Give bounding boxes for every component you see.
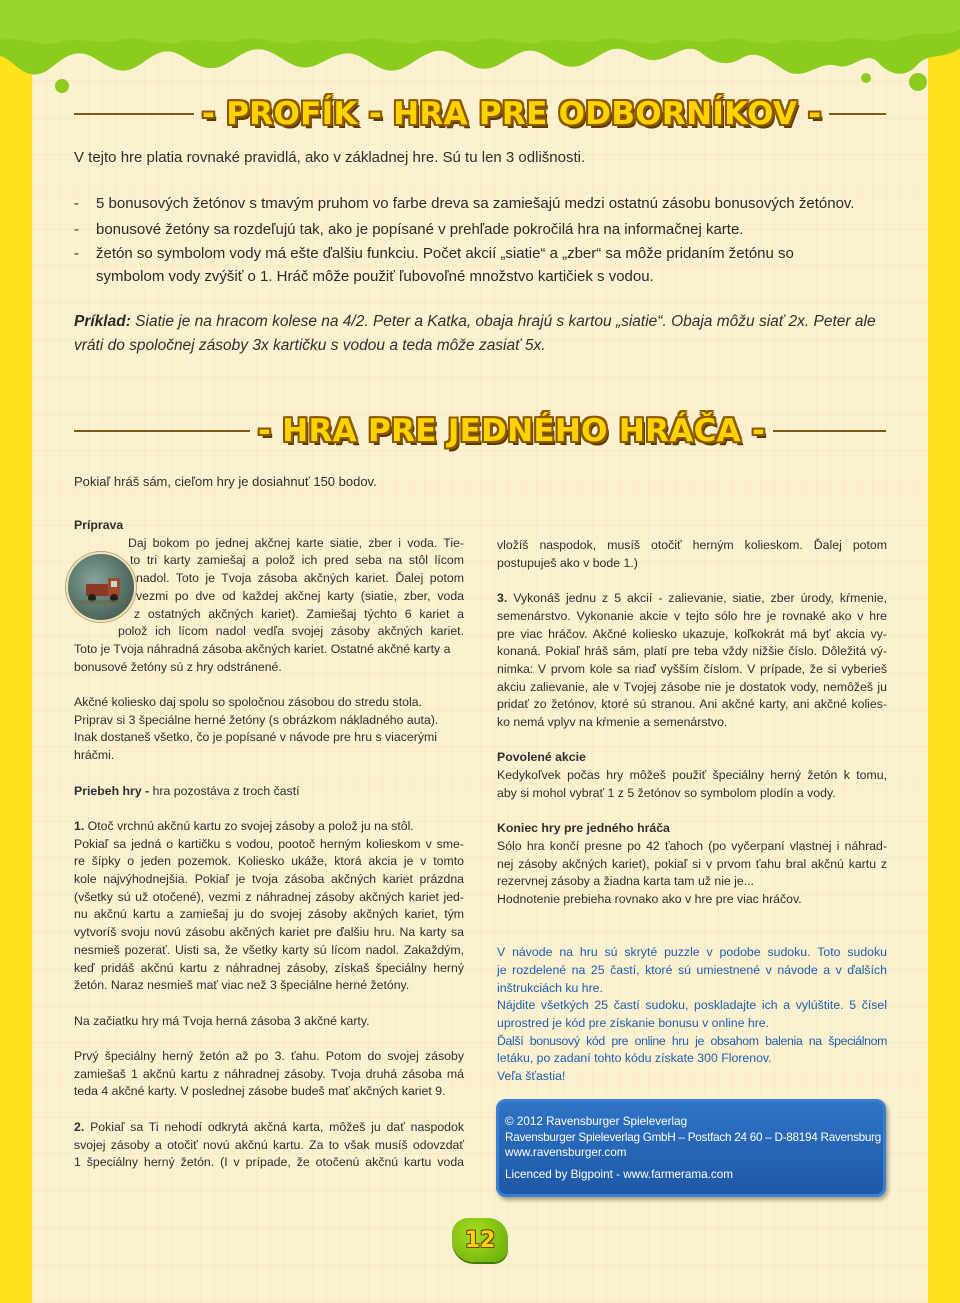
text-line: nej zásoby akčných kariet), pokiaľ si v prvom ťahu bral akčnú kartu z xyxy=(497,856,887,871)
text-line: konaná. Pokiaľ hráš sám, platí pre teba vždy nižšie číslo. Dôležitá vý- xyxy=(497,644,887,659)
profik-intro: V tejto hre platia rovnaké pravidlá, ako v základnej hre. Sú tu len 3 odlišnosti. xyxy=(74,149,586,166)
blue-text-line: Veľa šťastia! xyxy=(497,1069,566,1084)
text-line: zamiešaš 1 akčnú kartu z náhradnej zásoby. Tvoja druhá zásoba má xyxy=(74,1066,464,1081)
spacer xyxy=(74,800,464,818)
text-line: postupuješ ako v bode 1.) xyxy=(497,555,638,570)
example-label: Príklad: xyxy=(74,313,131,330)
text-line: rezervnej zásoby a žiadna karta tam už nie je... xyxy=(497,874,754,889)
text-line: hráčmi. xyxy=(74,748,115,763)
text-line: pre viac hráčov. Akčné koliesko ukazuje, koľkokrát má byť akcia vy- xyxy=(497,626,887,641)
text-line: keď pridáš akčnú kartu z náhradnej zásoby, získaš špeciálny herný xyxy=(74,960,464,975)
text-line: bonusové žetóny sú z hry odstránené. xyxy=(74,659,282,674)
right-column xyxy=(497,537,887,1086)
blue-text-line: Ďalší bonusový kód pre online hru je obsahom balenia na špeciálnom xyxy=(497,1033,887,1048)
licence-text: Licenced by Bigpoint - www.farmerama.com xyxy=(505,1168,733,1181)
spacer xyxy=(497,732,887,750)
example-line: Siatie je na hracom kolese na 4/2. Peter a Katka, obaja hrajú s kartou „siatie“. Obaja môžu siať 2x. Peter ale xyxy=(130,313,876,330)
heading-priprava: Príprava xyxy=(74,518,124,532)
bullet-dash: - xyxy=(74,195,79,212)
publisher-address: Ravensburger Spieleverlag GmbH – Postfach 24 60 – D-88194 Ravensburg xyxy=(505,1131,882,1144)
text-line: Daj bokom po jednej akčnej karte siatie, zber i voda. Tie- xyxy=(128,535,464,550)
spacer xyxy=(74,1101,464,1119)
text-line: z ostatných akčných kariet). Zamiešaj týchto 6 kariet a xyxy=(134,606,464,621)
section-title-profik: - PROFÍK - HRA PRE ODBORNÍKOV - xyxy=(202,96,822,132)
text-line: vložíš naspodok, musíš otočiť herným kolieskom. Ďalej potom xyxy=(497,538,887,552)
website-link[interactable]: www.ravensburger.com xyxy=(505,1146,627,1159)
text-line: Pokiaľ sa jedná o kartičku s vodou, pootoč herným kolieskom v sme- xyxy=(74,836,464,851)
text-line: nimka: V prvom kole sa riaď vyšším číslom. V prípade, že si vyberieš xyxy=(497,661,887,676)
bullet-text: žetón so symbolom vody má ešte ďalšiu funkciu. Počet akcií „siatie“ a „zber“ sa môže pridaním žetónu so xyxy=(96,245,794,262)
header-rule-left xyxy=(74,430,250,432)
text-line: Toto je Tvoja náhradná zásoba akčných kariet. Ostatné akčné karty a xyxy=(74,641,451,656)
blue-text-line: V návode na hru sú skryté puzzle v podobe sudoku. Toto sudoku xyxy=(497,945,887,960)
blue-text-line: inštrukciách ku hre. xyxy=(497,980,603,995)
left-column xyxy=(74,517,464,1172)
text-line: svojej zásoby a otočiť novú akčnú kartu. Za to však musíš odovzdať xyxy=(74,1137,464,1152)
copyright-text: © 2012 Ravensburger Spieleverlag xyxy=(505,1115,688,1128)
spacer xyxy=(74,765,464,783)
text-line: Akčné koliesko daj spolu so spoločnou zásobou do stredu stola. xyxy=(74,695,422,710)
text-line: Hodnotenie prebieha rovnako ako v hre pre viac hráčov. xyxy=(497,892,802,907)
header-rule-right xyxy=(829,113,886,115)
text-line: Kedykoľvek počas hry môžeš použiť špeciálny herný žetón k tomu, xyxy=(497,768,887,783)
bullet-dash: - xyxy=(74,221,79,238)
text-line: 1 špeciálny herný žetón. (I v prípade, že otočenú akčnú kartu voda xyxy=(74,1155,464,1170)
text-line: vytvoríš svoju novú zásobu akčných kariet pre ďalšiu hru. Na karty sa xyxy=(74,925,464,940)
green-slime-border xyxy=(0,0,960,100)
text-line: teda 4 akčné karty. V poslednej zásobe budeš mať akčných kariet 9. xyxy=(74,1084,446,1099)
bullet-text: symbolom vody zvýšiť o 1. Hráč môže použiť ľubovoľné množstvo kartičiek s vodou. xyxy=(96,268,654,285)
example-line: vráti do spoločnej zásoby 3x kartičku s vodou a teda môže zasiať 5x. xyxy=(74,337,546,354)
spacer xyxy=(74,1030,464,1048)
text-line: pridať zo žetónov, ktoré sú stranou. Ani akčné karty, ani akčné kolies- xyxy=(497,697,887,712)
example-paragraph xyxy=(74,310,894,358)
header-rule-right xyxy=(773,430,886,432)
page-number-badge xyxy=(452,1218,508,1262)
text-line: re šípky o jeden pozemok. Koliesko ukáže, ktorá akcia je v tomto xyxy=(74,854,464,869)
text-line: polož ich lícom nadol vedľa svojej zásoby akčných kariet. xyxy=(118,624,464,639)
text-line: 2. Pokiaľ sa Ti nehodí odkrytá akčná karta, môžeš ju dať naspodok xyxy=(74,1119,464,1134)
credits-box xyxy=(496,1099,886,1197)
spacer xyxy=(497,572,887,590)
text-line: kole najvýhodnejšia. Pokiaľ je tvoja zásoba akčných kariet prázdna xyxy=(74,872,464,887)
spacer xyxy=(74,995,464,1013)
text-line: semenárstvo. Vykonanie akcie v tejto sólo hre je rovnaké ako v hre xyxy=(497,608,887,623)
text-line: nadol. Toto je Tvoja zásoba akčných kariet. Ďalej potom xyxy=(136,571,464,586)
bullet-dash: - xyxy=(74,245,79,262)
header-rule-left xyxy=(74,113,194,115)
bullet-text: bonusové žetóny sa rozdeľujú tak, ako je popísané v prehľade pokročilá hra na informačnej karte. xyxy=(96,221,744,238)
section-header-profik xyxy=(74,96,886,132)
text-line: vezmi po dve od každej akčnej karty (siatie, zber, voda xyxy=(136,588,464,603)
text-line: Prvý špeciálny herný žetón až po 3. ťahu. Potom do svojej zásoby xyxy=(74,1049,464,1064)
blue-text-line: je rozdelené na 25 častí, ktoré sú umiestnené v návode a v ďalších xyxy=(497,962,887,977)
section-header-solo xyxy=(74,413,886,449)
spacer xyxy=(497,926,887,944)
spacer xyxy=(74,676,464,694)
text-line: aby si mohol vybrať 1 z 5 žetónov so symbolom plodín a vody. xyxy=(497,785,836,800)
heading-povolene: Povolené akcie xyxy=(497,750,586,765)
text-line: to tri karty zamiešaj a polož ich pred seba na stôl lícom xyxy=(130,553,464,568)
blue-text-line: uprostred je kód pre získanie bonusu v online hre. xyxy=(497,1015,770,1030)
solo-intro: Pokiaľ hráš sám, cieľom hry je dosiahnuť 150 bodov. xyxy=(74,474,377,489)
text-line: akciu zalievanie, ale v Tvojej zásobe nie je dostatok vody, nemôžeš ju xyxy=(497,679,887,694)
text-line: žetón. Naraz nesmieš mať viac než 3 špeciálne herné žetóny. xyxy=(74,978,410,993)
text-line: (všetky sú už otočené), vezmi z náhradnej zásoby akčných kariet jed- xyxy=(74,889,464,904)
text-line: Sólo hra končí presne po 42 ťahoch (po vyčerpaní vlastnej i náhrad- xyxy=(497,838,887,853)
text-line: ko nemá vplyv na kŕmenie a semenárstvo. xyxy=(497,715,728,730)
heading-priebeh: Priebeh hry - hra pozostáva z troch častí xyxy=(74,783,300,798)
text-line: Na začiatku hry má Tvoja herná zásoba 3 akčné karty. xyxy=(74,1013,370,1028)
text-line: Priprav si 3 špeciálne herné žetóny (s obrázkom nákladného auta). xyxy=(74,712,439,727)
blue-text-line: letáku, po zadaní tohto kódu získate 300 Florenov. xyxy=(497,1051,772,1066)
text-line: nesmieš pozerať. Uisti sa, že všetky karty sú lícom nadol. Zakaždým, xyxy=(74,942,464,957)
page-number: 12 xyxy=(464,1227,496,1253)
text-line: nu akčnú kartu a zamiešaj ju do svojej zásoby akčných kariet, tým xyxy=(74,907,464,922)
text-line: Inak dostaneš všetko, čo je popísané v návode pre hru s viacerými xyxy=(74,730,437,745)
heading-koniec: Koniec hry pre jedného hráča xyxy=(497,821,670,836)
blue-text-line: Nájdite všetkých 25 častí sudoku, poskladajte ich a vylúštite. 5 čísel xyxy=(497,998,887,1013)
text-line: 3. Vykonáš jednu z 5 akcií - zalievanie, siatie, zber úrody, kŕmenie, xyxy=(497,591,887,606)
text-line: 1. Otoč vrchnú akčnú kartu zo svojej zásoby a polož ju na stôl. xyxy=(74,818,414,833)
section-title-solo: - HRA PRE JEDNÉHO HRÁČA - xyxy=(258,413,766,449)
bullet-text: 5 bonusových žetónov s tmavým pruhom vo farbe dreva sa zamiešajú medzi ostatnú zásobu bonusových žetónov. xyxy=(96,195,855,212)
spacer xyxy=(497,803,887,821)
spacer xyxy=(497,909,887,927)
